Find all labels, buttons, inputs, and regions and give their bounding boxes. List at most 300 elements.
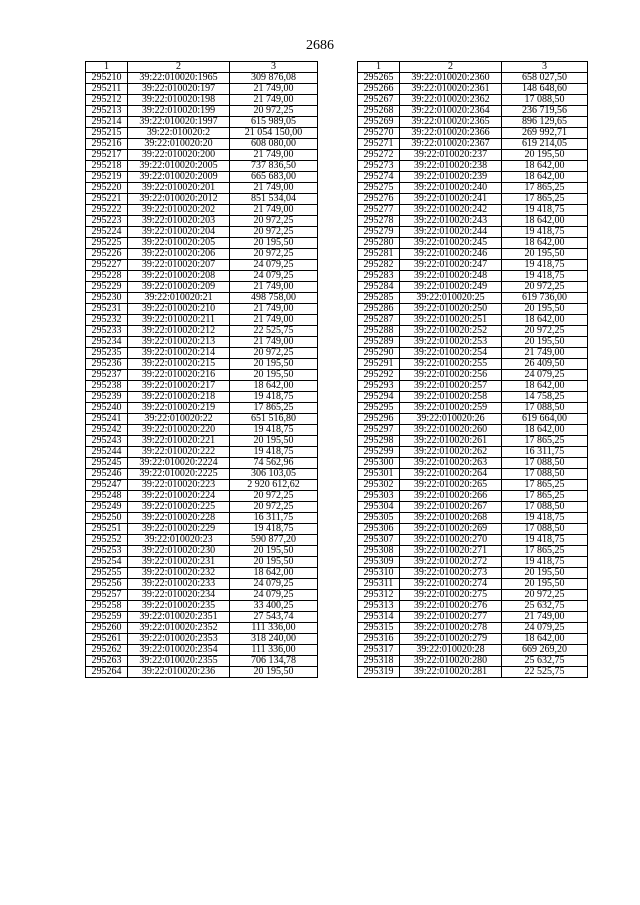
cadastral-number: 39:22:010020:254: [400, 348, 502, 359]
cadastral-value: 619 664,00: [502, 414, 588, 425]
cadastral-value: 20 195,50: [230, 359, 318, 370]
cadastral-number: 39:22:010020:2364: [400, 106, 502, 117]
table-row: [86, 150, 318, 161]
row-number: 295313: [358, 601, 400, 612]
cadastral-number: 39:22:010020:199: [128, 106, 230, 117]
cadastral-number: 39:22:010020:236: [128, 667, 230, 678]
cadastral-number: 39:22:010020:275: [400, 590, 502, 601]
table-row: [358, 612, 588, 623]
cadastral-value: 17 865,25: [502, 183, 588, 194]
row-number: 295260: [86, 623, 128, 634]
row-number: 295227: [86, 260, 128, 271]
table-row: [86, 601, 318, 612]
cadastral-number: 39:22:010020:220: [128, 425, 230, 436]
cadastral-number: 39:22:010020:2225: [128, 469, 230, 480]
row-number: 295239: [86, 392, 128, 403]
cadastral-number: 39:22:010020:224: [128, 491, 230, 502]
cadastral-number: 39:22:010020:247: [400, 260, 502, 271]
table-row: [358, 414, 588, 425]
row-number: 295245: [86, 458, 128, 469]
cadastral-value: 21 749,00: [230, 150, 318, 161]
row-number: 295249: [86, 502, 128, 513]
cadastral-value: 17 088,50: [502, 458, 588, 469]
cadastral-number: 39:22:010020:225: [128, 502, 230, 513]
cadastral-number: 39:22:010020:2352: [128, 623, 230, 634]
row-number: 295254: [86, 557, 128, 568]
table-row: [86, 502, 318, 513]
cadastral-value: 309 876,08: [230, 73, 318, 84]
cadastral-number: 39:22:010020:202: [128, 205, 230, 216]
cadastral-value: 19 418,75: [230, 425, 318, 436]
cadastral-value: 18 642,00: [502, 161, 588, 172]
cadastral-number: 39:22:010020:240: [400, 183, 502, 194]
cadastral-value: 658 027,50: [502, 73, 588, 84]
row-number: 295261: [86, 634, 128, 645]
cadastral-number: 39:22:010020:249: [400, 282, 502, 293]
cadastral-number: 39:22:010020:28: [400, 645, 502, 656]
table-row: [86, 260, 318, 271]
row-number: 295297: [358, 425, 400, 436]
table-row: [86, 524, 318, 535]
cadastral-value: 25 632,75: [502, 656, 588, 667]
cadastral-number: 39:22:010020:262: [400, 447, 502, 458]
cadastral-value: 21 749,00: [230, 95, 318, 106]
cadastral-number: 39:22:010020:214: [128, 348, 230, 359]
table-row: [86, 73, 318, 84]
row-number: 295241: [86, 414, 128, 425]
table-row: [86, 271, 318, 282]
row-number: 295310: [358, 568, 400, 579]
cadastral-number: 39:22:010020:223: [128, 480, 230, 491]
table-row: [86, 623, 318, 634]
row-number: 295279: [358, 227, 400, 238]
cadastral-value: 20 972,25: [230, 502, 318, 513]
cadastral-value: 19 418,75: [502, 271, 588, 282]
cadastral-value: 24 079,25: [230, 271, 318, 282]
table-row: [86, 656, 318, 667]
table-row: [86, 249, 318, 260]
cadastral-number: 39:22:010020:279: [400, 634, 502, 645]
table-row: [86, 579, 318, 590]
table-row: [358, 568, 588, 579]
cadastral-value: 18 642,00: [502, 238, 588, 249]
cadastral-value: 18 642,00: [230, 381, 318, 392]
row-number: 295267: [358, 95, 400, 106]
cadastral-value: 26 409,50: [502, 359, 588, 370]
table-row: [86, 183, 318, 194]
table-row: [86, 645, 318, 656]
table-row: [86, 546, 318, 557]
cadastral-value: 19 418,75: [502, 513, 588, 524]
cadastral-value: 20 972,25: [230, 348, 318, 359]
cadastral-value: 590 877,20: [230, 535, 318, 546]
cadastral-number: 39:22:010020:233: [128, 579, 230, 590]
cadastral-number: 39:22:010020:26: [400, 414, 502, 425]
row-number: 295284: [358, 282, 400, 293]
cadastral-number: 39:22:010020:2355: [128, 656, 230, 667]
table-row: [358, 381, 588, 392]
cadastral-number: 39:22:010020:242: [400, 205, 502, 216]
cadastral-number: 39:22:010020:198: [128, 95, 230, 106]
row-number: 295223: [86, 216, 128, 227]
table-row: [86, 95, 318, 106]
cadastral-number: 39:22:010020:210: [128, 304, 230, 315]
table-row: [86, 172, 318, 183]
cadastral-value: 33 400,25: [230, 601, 318, 612]
cadastral-value: 21 054 150,00: [230, 128, 318, 139]
table-row: [358, 337, 588, 348]
cadastral-number: 39:22:010020:276: [400, 601, 502, 612]
row-number: 295308: [358, 546, 400, 557]
table-row: [358, 227, 588, 238]
table-row: [86, 337, 318, 348]
row-number: 295289: [358, 337, 400, 348]
row-number: 295273: [358, 161, 400, 172]
row-number: 295216: [86, 139, 128, 150]
row-number: 295319: [358, 667, 400, 678]
cadastral-number: 39:22:010020:274: [400, 579, 502, 590]
row-number: 295248: [86, 491, 128, 502]
cadastral-value: 16 311,75: [502, 447, 588, 458]
cadastral-number: 39:22:010020:265: [400, 480, 502, 491]
cadastral-value: 20 195,50: [502, 568, 588, 579]
row-number: 295234: [86, 337, 128, 348]
cadastral-number: 39:22:010020:1965: [128, 73, 230, 84]
cadastral-number: 39:22:010020:2366: [400, 128, 502, 139]
table-row: [86, 293, 318, 304]
cadastral-number: 39:22:010020:21: [128, 293, 230, 304]
cadastral-value: 619 736,00: [502, 293, 588, 304]
cadastral-value: 306 103,05: [230, 469, 318, 480]
table-row: [358, 106, 588, 117]
row-number: 295276: [358, 194, 400, 205]
row-number: 295259: [86, 612, 128, 623]
column-header-value: 3: [502, 62, 588, 73]
row-number: 295295: [358, 403, 400, 414]
cadastral-number: 39:22:010020:208: [128, 271, 230, 282]
cadastral-number: 39:22:010020:204: [128, 227, 230, 238]
cadastral-value: 20 972,25: [230, 249, 318, 260]
cadastral-value: 20 195,50: [230, 370, 318, 381]
row-number: 295285: [358, 293, 400, 304]
table-row: [358, 447, 588, 458]
row-number: 295210: [86, 73, 128, 84]
row-number: 295302: [358, 480, 400, 491]
cadastral-value: 24 079,25: [502, 623, 588, 634]
cadastral-value: 20 195,50: [230, 546, 318, 557]
cadastral-value: 25 632,75: [502, 601, 588, 612]
cadastral-number: 39:22:010020:239: [400, 172, 502, 183]
cadastral-number: 39:22:010020:197: [128, 84, 230, 95]
table-row: [358, 535, 588, 546]
row-number: 295288: [358, 326, 400, 337]
table-row: [86, 667, 318, 678]
table-row: [358, 557, 588, 568]
table-row: [358, 623, 588, 634]
row-number: 295233: [86, 326, 128, 337]
table-row: [86, 535, 318, 546]
row-number: 295306: [358, 524, 400, 535]
cadastral-number: 39:22:010020:243: [400, 216, 502, 227]
cadastral-number: 39:22:010020:2353: [128, 634, 230, 645]
cadastral-number: 39:22:010020:248: [400, 271, 502, 282]
cadastral-number: 39:22:010020:261: [400, 436, 502, 447]
cadastral-value: 74 562,96: [230, 458, 318, 469]
cadastral-number: 39:22:010020:257: [400, 381, 502, 392]
row-number: 295296: [358, 414, 400, 425]
cadastral-value: 20 972,25: [502, 282, 588, 293]
row-number: 295304: [358, 502, 400, 513]
row-number: 295314: [358, 612, 400, 623]
cadastral-value: 236 719,56: [502, 106, 588, 117]
cadastral-number: 39:22:010020:230: [128, 546, 230, 557]
table-row: [358, 634, 588, 645]
cadastral-value: 17 865,25: [230, 403, 318, 414]
row-number: 295300: [358, 458, 400, 469]
table-row: [358, 84, 588, 95]
table-row: [358, 359, 588, 370]
cadastral-number: 39:22:010020:250: [400, 304, 502, 315]
cadastral-value: 20 972,25: [502, 326, 588, 337]
cadastral-number: 39:22:010020:20: [128, 139, 230, 150]
cadastral-number: 39:22:010020:229: [128, 524, 230, 535]
row-number: 295283: [358, 271, 400, 282]
table-row: [358, 425, 588, 436]
cadastral-value: 18 642,00: [502, 172, 588, 183]
cadastral-number: 39:22:010020:267: [400, 502, 502, 513]
page-number: 2686: [306, 38, 334, 53]
cadastral-value: 17 865,25: [502, 480, 588, 491]
cadastral-value: 21 749,00: [502, 612, 588, 623]
cadastral-value: 17 865,25: [502, 436, 588, 447]
row-number: 295215: [86, 128, 128, 139]
cadastral-value: 21 749,00: [230, 205, 318, 216]
table-row: [86, 491, 318, 502]
column-header-number: 1: [86, 62, 128, 73]
table-row: [86, 381, 318, 392]
cadastral-number: 39:22:010020:201: [128, 183, 230, 194]
cadastral-value: 19 418,75: [502, 535, 588, 546]
table-row: [358, 260, 588, 271]
cadastral-value: 21 749,00: [230, 304, 318, 315]
table-row: [86, 84, 318, 95]
cadastral-value: 22 525,75: [502, 667, 588, 678]
table-row: [358, 645, 588, 656]
table-row: [86, 194, 318, 205]
cadastral-value: 17 865,25: [502, 194, 588, 205]
table-row: [358, 183, 588, 194]
cadastral-number: 39:22:010020:269: [400, 524, 502, 535]
row-number: 295316: [358, 634, 400, 645]
cadastral-number: 39:22:010020:2362: [400, 95, 502, 106]
table-row: [358, 480, 588, 491]
cadastral-number: 39:22:010020:252: [400, 326, 502, 337]
cadastral-number: 39:22:010020:2365: [400, 117, 502, 128]
table-row: [86, 568, 318, 579]
table-row: [86, 117, 318, 128]
cadastral-value: 111 336,00: [230, 645, 318, 656]
table-row: [86, 106, 318, 117]
cadastral-value: 17 088,50: [502, 524, 588, 535]
row-number: 295294: [358, 392, 400, 403]
table-row: [86, 238, 318, 249]
cadastral-number: 39:22:010020:258: [400, 392, 502, 403]
row-number: 295219: [86, 172, 128, 183]
row-number: 295242: [86, 425, 128, 436]
cadastral-number: 39:22:010020:280: [400, 656, 502, 667]
cadastral-value: 19 418,75: [230, 524, 318, 535]
row-number: 295230: [86, 293, 128, 304]
cadastral-number: 39:22:010020:25: [400, 293, 502, 304]
table-row: [358, 403, 588, 414]
cadastral-number: 39:22:010020:203: [128, 216, 230, 227]
cadastral-value: 19 418,75: [230, 447, 318, 458]
cadastral-number: 39:22:010020:271: [400, 546, 502, 557]
table-row: [358, 458, 588, 469]
cadastral-number: 39:22:010020:237: [400, 150, 502, 161]
cadastral-number: 39:22:010020:281: [400, 667, 502, 678]
cadastral-value: 19 418,75: [502, 260, 588, 271]
cadastral-number: 39:22:010020:205: [128, 238, 230, 249]
cadastral-value: 20 195,50: [502, 304, 588, 315]
row-number: 295240: [86, 403, 128, 414]
table-row: [358, 238, 588, 249]
table-row: [358, 150, 588, 161]
row-number: 295218: [86, 161, 128, 172]
table-row: [358, 469, 588, 480]
cadastral-value: 20 972,25: [230, 491, 318, 502]
cadastral-value: 17 088,50: [502, 502, 588, 513]
table-row: [86, 139, 318, 150]
cadastral-number: 39:22:010020:217: [128, 381, 230, 392]
row-number: 295311: [358, 579, 400, 590]
table-row: [86, 348, 318, 359]
table-row: [86, 480, 318, 491]
cadastral-value: 18 642,00: [502, 634, 588, 645]
cadastral-number: 39:22:010020:218: [128, 392, 230, 403]
row-number: 295235: [86, 348, 128, 359]
cadastral-number: 39:22:010020:1997: [128, 117, 230, 128]
table-row: [358, 436, 588, 447]
table-row: [358, 271, 588, 282]
row-number: 295291: [358, 359, 400, 370]
table-row: [86, 216, 318, 227]
cadastral-number: 39:22:010020:241: [400, 194, 502, 205]
row-number: 295251: [86, 524, 128, 535]
row-number: 295272: [358, 150, 400, 161]
cadastral-number: 39:22:010020:260: [400, 425, 502, 436]
cadastral-number: 39:22:010020:263: [400, 458, 502, 469]
row-number: 295312: [358, 590, 400, 601]
cadastral-number: 39:22:010020:2354: [128, 645, 230, 656]
row-number: 295220: [86, 183, 128, 194]
cadastral-value: 18 642,00: [230, 568, 318, 579]
table-row: [358, 326, 588, 337]
table-row: [86, 436, 318, 447]
row-number: 295253: [86, 546, 128, 557]
cadastral-number: 39:22:010020:268: [400, 513, 502, 524]
table-row: [86, 447, 318, 458]
cadastral-number: 39:22:010020:2224: [128, 458, 230, 469]
row-number: 295262: [86, 645, 128, 656]
table-row: [358, 656, 588, 667]
row-number: 295238: [86, 381, 128, 392]
cadastral-value: 619 214,05: [502, 139, 588, 150]
cadastral-value: 21 749,00: [230, 315, 318, 326]
table-row: [86, 414, 318, 425]
table-row: [86, 590, 318, 601]
table-row: [358, 524, 588, 535]
row-number: 295315: [358, 623, 400, 634]
cadastral-number: 39:22:010020:232: [128, 568, 230, 579]
table-row: [358, 282, 588, 293]
cadastral-value: 21 749,00: [230, 84, 318, 95]
cadastral-number: 39:22:010020:2351: [128, 612, 230, 623]
register-table-left: [85, 61, 318, 678]
row-number: 295305: [358, 513, 400, 524]
table-row: [86, 304, 318, 315]
table-row: [358, 392, 588, 403]
table-row: [86, 205, 318, 216]
cadastral-value: 737 836,50: [230, 161, 318, 172]
row-number: 295244: [86, 447, 128, 458]
table-row: [86, 458, 318, 469]
cadastral-value: 21 749,00: [502, 348, 588, 359]
table-row: [86, 128, 318, 139]
table-row: [358, 117, 588, 128]
row-number: 295222: [86, 205, 128, 216]
cadastral-number: 39:22:010020:273: [400, 568, 502, 579]
row-number: 295225: [86, 238, 128, 249]
column-header-cadastral-id: 2: [400, 62, 502, 73]
cadastral-number: 39:22:010020:245: [400, 238, 502, 249]
cadastral-value: 27 543,74: [230, 612, 318, 623]
row-number: 295277: [358, 205, 400, 216]
table-row: [358, 546, 588, 557]
cadastral-number: 39:22:010020:207: [128, 260, 230, 271]
cadastral-number: 39:22:010020:2: [128, 128, 230, 139]
row-number: 295266: [358, 84, 400, 95]
row-number: 295224: [86, 227, 128, 238]
table-row: [86, 425, 318, 436]
cadastral-value: 19 418,75: [230, 392, 318, 403]
cadastral-value: 24 079,25: [230, 590, 318, 601]
cadastral-number: 39:22:010020:264: [400, 469, 502, 480]
cadastral-number: 39:22:010020:278: [400, 623, 502, 634]
row-number: 295286: [358, 304, 400, 315]
row-number: 295221: [86, 194, 128, 205]
row-number: 295280: [358, 238, 400, 249]
column-header-value: 3: [230, 62, 318, 73]
cadastral-value: 851 534,04: [230, 194, 318, 205]
row-number: 295258: [86, 601, 128, 612]
row-number: 295257: [86, 590, 128, 601]
cadastral-value: 24 079,25: [230, 260, 318, 271]
cadastral-value: 20 195,50: [502, 337, 588, 348]
row-number: 295246: [86, 469, 128, 480]
cadastral-number: 39:22:010020:244: [400, 227, 502, 238]
cadastral-number: 39:22:010020:2367: [400, 139, 502, 150]
cadastral-value: 17 088,50: [502, 95, 588, 106]
row-number: 295318: [358, 656, 400, 667]
cadastral-number: 39:22:010020:213: [128, 337, 230, 348]
table-row: [358, 95, 588, 106]
cadastral-value: 17 865,25: [502, 491, 588, 502]
row-number: 295213: [86, 106, 128, 117]
table-row: [358, 73, 588, 84]
cadastral-value: 318 240,00: [230, 634, 318, 645]
table-row: [358, 601, 588, 612]
